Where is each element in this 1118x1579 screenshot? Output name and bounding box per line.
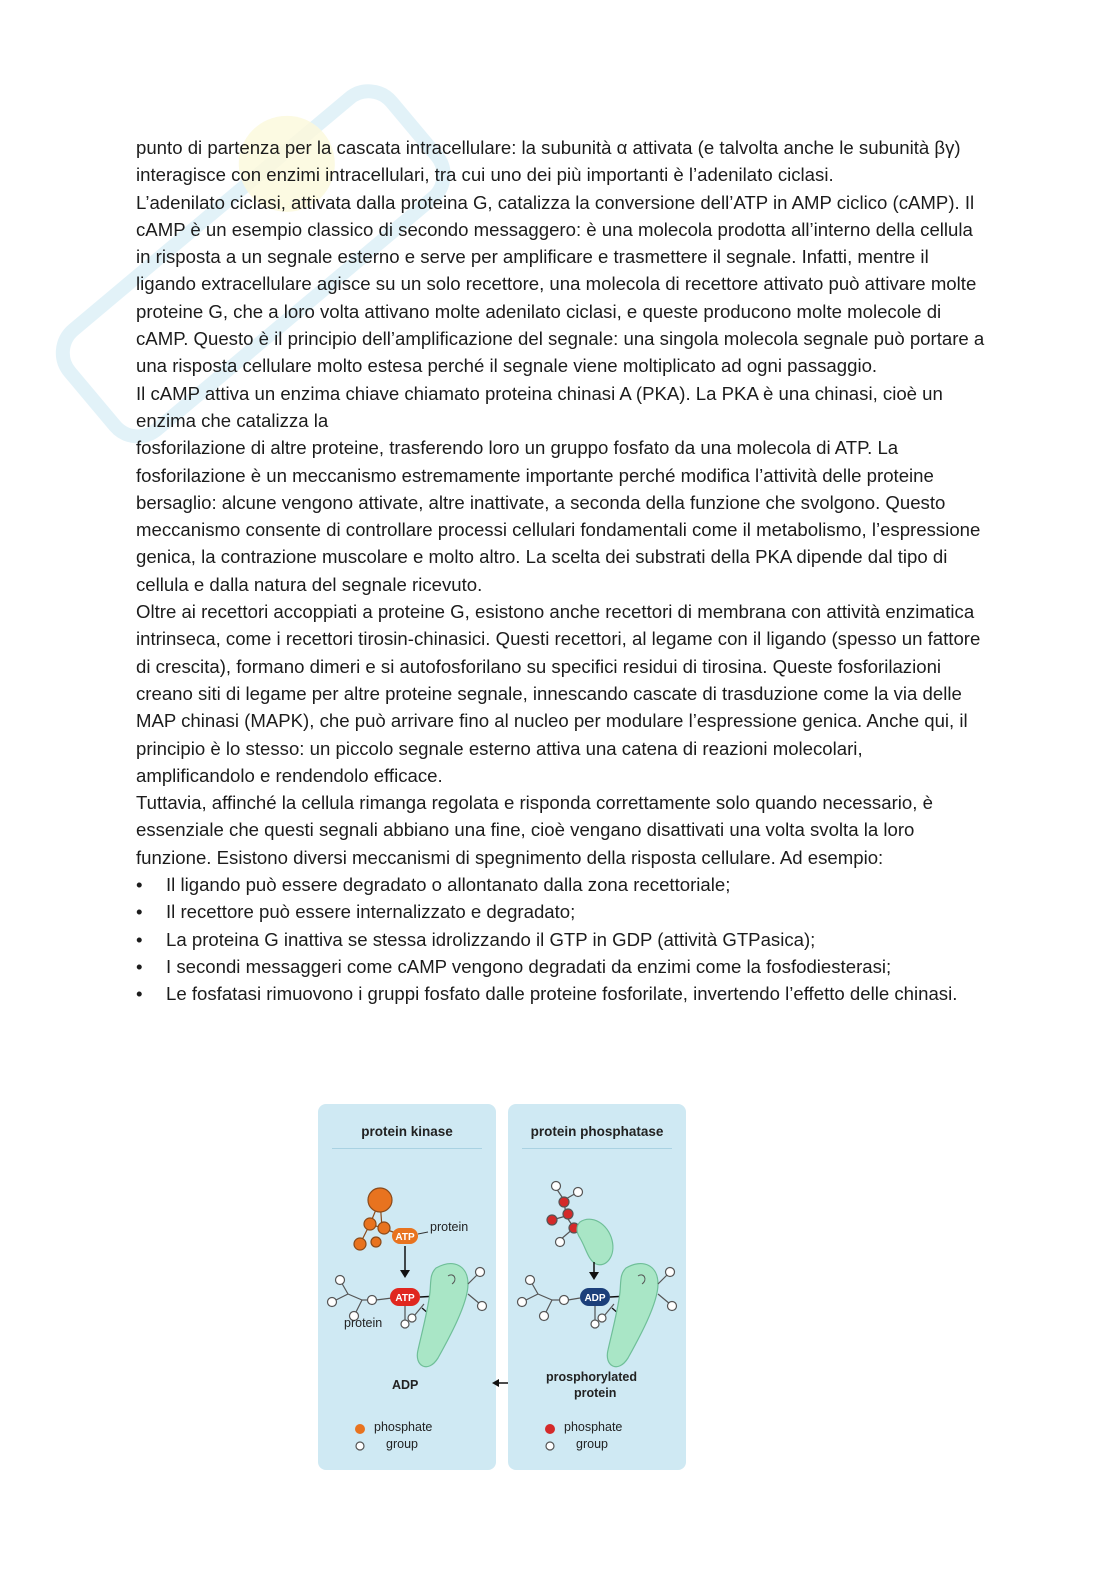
paragraph: Il cAMP attiva un enzima chiave chiamato proteina chinasi A (PKA). La PKA è una chinasi, cioè un enzima che catalizza la [136,382,943,431]
protein-green-icon [417,1264,468,1367]
phosphatase-diagram [508,1104,686,1470]
protein-phosphatase-panel [508,1104,686,1470]
legend-group-icon [546,1442,554,1450]
bullet-list [136,871,986,1007]
list-item-text: Il recettore può essere internalizzato e degradato; [166,901,576,923]
list-item [136,898,986,925]
product-adp-label: ADP [392,1378,419,1392]
bullet-marker: • [136,928,143,950]
list-item-text: I secondi messaggeri come cAMP vengono degradati da enzimi come la fosfodiesterasi; [166,955,892,977]
list-item-text: Le fosfatasi rimuovono i gruppi fosfato dalle proteine fosforilate, invertendo l’effetto delle chinasi. [166,983,958,1005]
paragraph: Oltre ai recettori accoppiati a proteine G, esistono anche recettori di membrana con attività enzimatica intrinseca, come i recettori tirosin-chinasici. Questi recettori, al legame con il ligando (spesso un fattore di crescita), formano dimeri e si autofosforilano su specifici residui di tirosina. Queste fosforilazioni creano siti di legame per altre proteine segnale, innescando cascate di trasduzione come la via delle MAP chinasi (MAPK), che può arrivare fino al nucleo per modulare l’espressione genica. Anche qui, il principio è lo stesso: un piccolo segnale esterno attiva una catena di reazioni molecolari, amplificandolo e rendendolo efficace. [136,601,981,786]
protein-label-top: protein [430,1220,469,1234]
legend-phosphate-icon [355,1424,365,1434]
phosphorylation-figure [318,1104,688,1474]
adp-mid-label: ADP [584,1293,606,1304]
paragraph: L’adenilato ciclasi, attivata dalla proteina G, catalizza la conversione dell’ATP in AMP ciclico (cAMP). Il cAMP è un esempio classico di secondo messaggero: è una molecola prodotta all’interno della cellula in risposta a un segnale esterno e serve per amplificare e trasmettere il segnale. Infatti, mentre il ligando extracellulare agisce su un solo recettore, una molecola di recettore attivato può attivare molte proteine G, che a loro volta attivano molte adenilato ciclasi, e queste producono molte molecole di cAMP. Questo è il principio dell’amplificazione del segnale: una singola molecola segnale può portare a una risposta cellulare molto estesa perché il segnale viene moltiplicato ad ogni passaggio. [136,191,985,377]
protein-green-top-icon [577,1219,613,1265]
legend-label-line1: phosphate [374,1420,433,1434]
protein-kinase-panel [318,1104,496,1470]
legend-phosphate-icon [545,1424,555,1434]
protein-label-bottom: protein [344,1316,383,1330]
legend-label-line2: group [576,1437,608,1451]
paragraph: fosforilazione di altre proteine, trasferendo loro un gruppo fosfato da una molecola di ATP. La fosforilazione è un meccanismo estremamente importante perché modifica l’attività delle proteine bersaglio: alcune vengono attivate, altre inattivate, a seconda della funzione che svolgono. Questo meccanismo consente di controllare processi cellulari fondamentali come il metabolismo, l’espressione genica, la contrazione muscolare e molto altro. La scelta dei substrati della PKA dipende dal tipo di cellula e dalla natura del segnale ricevuto. [136,437,981,595]
paragraph: punto di partenza per la cascata intracellulare: la subunità α attivata (e talvolta anche le subunità βγ) interagisce con enzimi intracellulari, tra cui uno dei più importanti è l’adenilato ciclasi. [136,137,961,186]
paragraph: Tuttavia, affinché la cellula rimanga regolata e risponda correttamente solo quando necessario, è essenziale che questi segnali abbiano una fine, cioè vengano disattivati una volta svolta la loro funzione. Esistono diversi meccanismi di spegnimento della risposta cellulare. Ad esempio: [136,792,933,868]
panel-title-kinase: protein kinase [361,1124,453,1139]
bullet-marker: • [136,901,143,923]
bullet-marker: • [136,983,143,1005]
product-label-line2: protein [574,1386,617,1400]
panel-title-phosphatase: protein phosphatase [530,1124,664,1139]
bullet-marker: • [136,874,143,896]
list-item [136,980,986,1007]
legend-group-icon [356,1442,364,1450]
list-item [136,926,986,953]
list-item [136,871,986,898]
product-label-line1: prosphorylated [546,1370,637,1384]
list-item [136,953,986,980]
document-body [136,134,986,1008]
bullet-marker: • [136,955,143,977]
protein-green-icon [607,1264,658,1367]
atp-top-label: ATP [395,1232,415,1243]
list-item-text: Il ligando può essere degradato o allontanato dalla zona recettoriale; [166,874,731,896]
list-item-text: La proteina G inattiva se stessa idrolizzando il GTP in GDP (attività GTPasica); [166,928,816,950]
atp-mid-label: ATP [395,1293,415,1304]
protein-substrate-icon [328,1276,393,1321]
kinase-diagram [318,1104,496,1470]
legend-label-line2: group [386,1437,418,1451]
legend-label-line1: phosphate [564,1420,623,1434]
